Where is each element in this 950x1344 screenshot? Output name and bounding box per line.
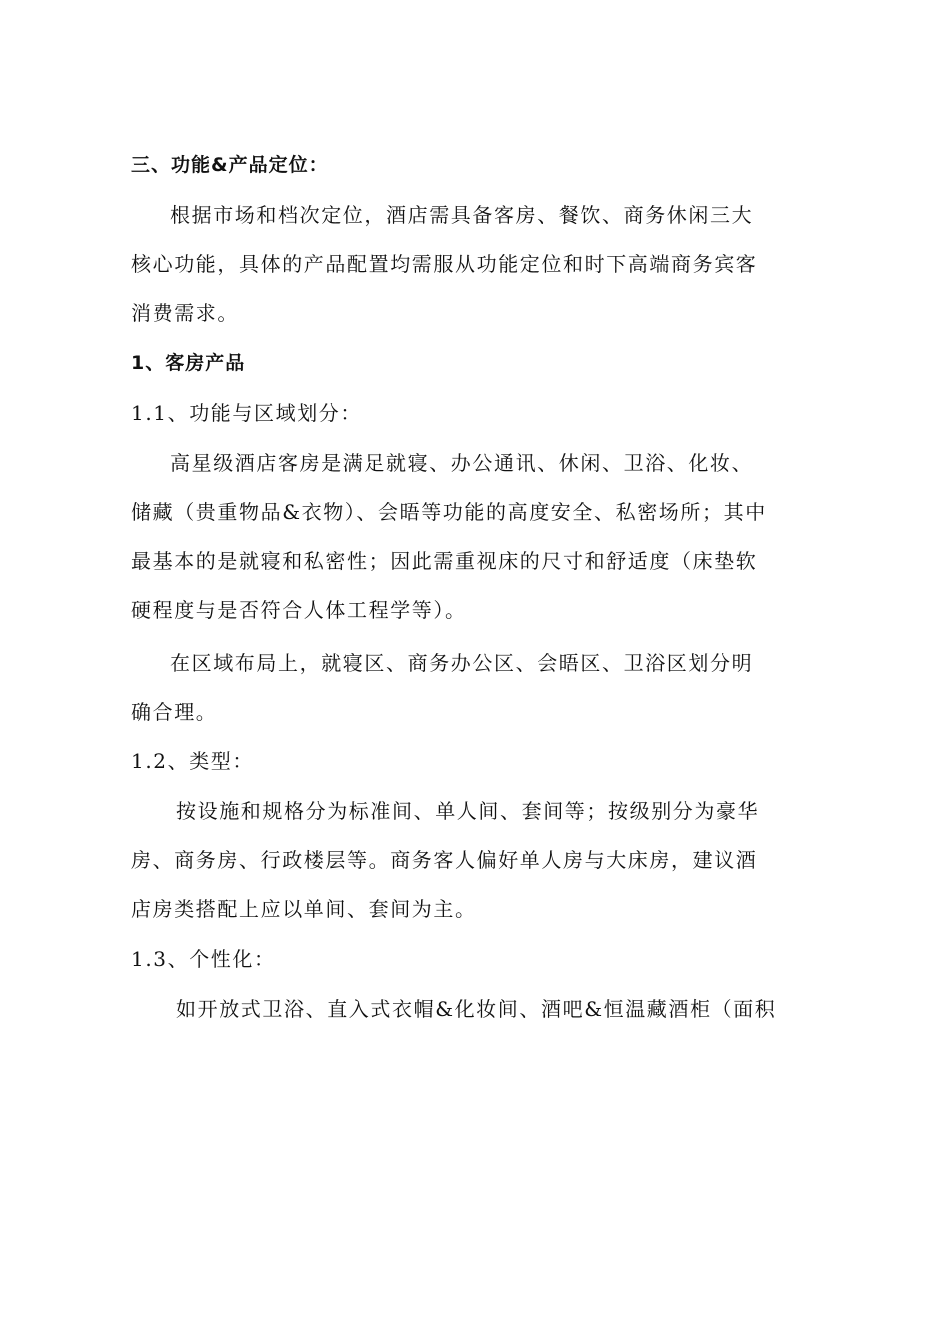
section-heading: 三、功能&产品定位： bbox=[131, 154, 329, 176]
para-1-2-line-2: 房、商务房、行政楼层等。商务客人偏好单人房与大床房，建议酒 bbox=[131, 848, 758, 872]
para-1-1b-line-1: 在区域布局上，就寝区、商务办公区、会晤区、卫浴区划分明 bbox=[170, 651, 754, 675]
intro-line-3: 消费需求。 bbox=[131, 301, 239, 325]
para-1-1-line-3: 最基本的是就寝和私密性；因此需重视床的尺寸和舒适度（床垫软 bbox=[131, 549, 758, 573]
intro-line-2: 核心功能，具体的产品配置均需服从功能定位和时下高端商务宾客 bbox=[131, 252, 758, 276]
para-1-1-line-4: 硬程度与是否符合人体工程学等）。 bbox=[131, 598, 467, 622]
para-1-1-line-1: 高星级酒店客房是满足就寝、办公通讯、休闲、卫浴、化妆、 bbox=[170, 451, 754, 475]
sub-heading-guest-rooms: 1、客房产品 bbox=[131, 352, 246, 374]
intro-line-1: 根据市场和档次定位，酒店需具备客房、餐饮、商务休闲三大 bbox=[170, 203, 754, 227]
heading-1-1: 1.1、功能与区域划分： bbox=[131, 401, 363, 425]
para-1-1-line-2: 储藏（贵重物品&衣物）、会晤等功能的高度安全、私密场所；其中 bbox=[131, 500, 767, 524]
para-1-2-line-3: 店房类搭配上应以单间、套间为主。 bbox=[131, 897, 477, 921]
para-1-1b-line-2: 确合理。 bbox=[131, 700, 218, 724]
para-1-2-line-1: 按设施和规格分为标准间、单人间、套间等；按级别分为豪华 bbox=[176, 799, 760, 823]
para-1-3-line-1: 如开放式卫浴、直入式衣帽&化妆间、酒吧&恒温藏酒柜（面积 bbox=[176, 997, 777, 1021]
heading-1-2: 1.2、类型： bbox=[131, 749, 255, 773]
heading-1-3: 1.3、个性化： bbox=[131, 947, 276, 971]
